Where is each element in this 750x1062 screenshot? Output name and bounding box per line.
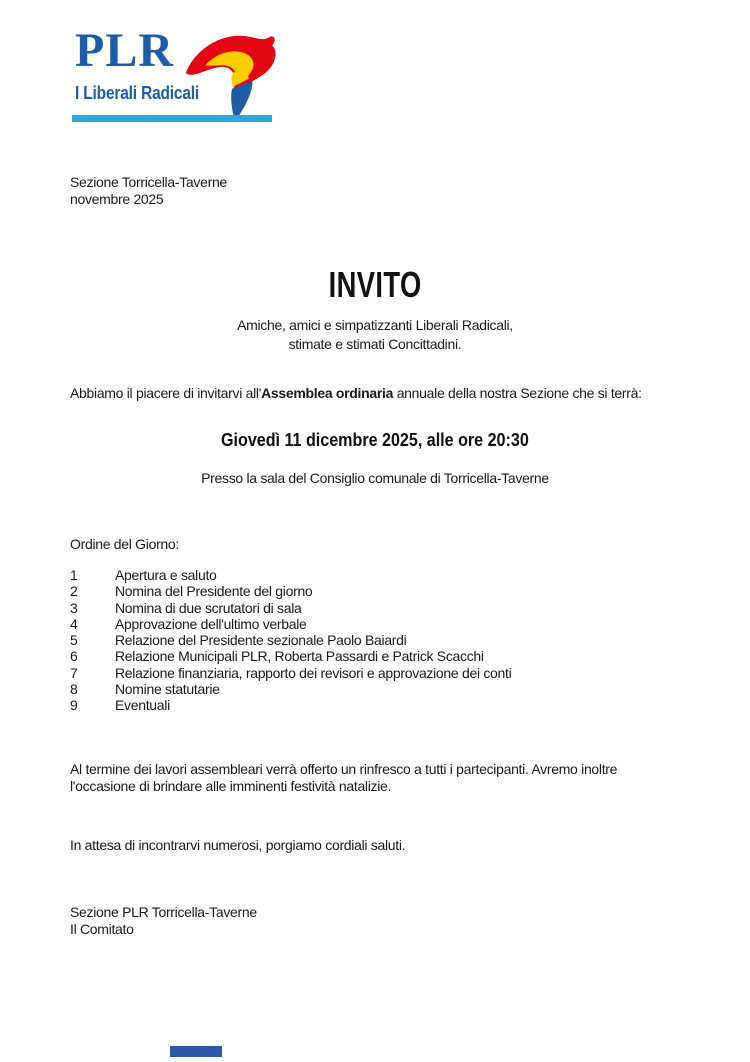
agenda-item (70, 567, 511, 583)
salutation (0, 316, 750, 354)
agenda-item-text: Eventuali (115, 697, 170, 714)
agenda-item-number: 9 (70, 697, 78, 714)
agenda-item-number: 1 (70, 567, 78, 583)
agenda-item (70, 665, 511, 681)
agenda-item-number: 7 (70, 664, 78, 681)
agenda-item (70, 697, 511, 713)
agenda-item (70, 583, 511, 599)
agenda-item-number: 6 (70, 648, 78, 665)
agenda-item-text: Nomine statutarie (115, 681, 220, 698)
agenda-item-text: Nomina del Presidente del giorno (115, 583, 313, 600)
agenda-item-text: Nomina di due scrutatori di sala (115, 599, 302, 616)
closing-paragraph-line-2: l'occasione di brindare alle imminenti festività natalizie. (70, 777, 392, 794)
agenda-list (70, 567, 511, 714)
agenda-item-number: 3 (70, 599, 78, 616)
agenda-item-number: 4 (70, 615, 78, 632)
agenda-item-text: Relazione del Presidente sezionale Paolo Baiardi (115, 632, 407, 649)
agenda-item (70, 616, 511, 632)
signature-section: Sezione PLR Torricella-Taverne (70, 904, 257, 920)
plr-logo (75, 24, 285, 126)
agenda-item-text: Approvazione dell'ultimo verbale (115, 615, 307, 632)
page-title: INVITO (328, 264, 422, 305)
agenda-heading: Ordine del Giorno: (70, 536, 179, 552)
regards-line: In attesa di incontrarvi numerosi, porgiamo cordiali saluti. (70, 837, 406, 853)
signature-block (70, 904, 257, 937)
logo-underline-bar (72, 115, 272, 122)
agenda-item (70, 681, 511, 697)
page-title-wrap (0, 264, 750, 306)
plr-logo-acronym: PLR (75, 24, 174, 77)
intro-before: Abbiamo il piacere di invitarvi all' (70, 385, 262, 401)
event-datetime-wrap (0, 429, 750, 451)
event-location: Presso la sala del Consiglio comunale di Torricella-Taverne (201, 470, 549, 486)
document-header (70, 174, 227, 208)
agenda-item-text: Apertura e saluto (115, 567, 217, 583)
agenda-item-text: Relazione finanziaria, rapporto dei revisori e approvazione dei conti (115, 664, 512, 681)
closing-paragraph-line-1: Al termine dei lavori assembleari verrà offerto un rinfresco a tutti i partecipanti. Avremo inoltre (70, 761, 618, 777)
agenda-item-number: 8 (70, 681, 78, 698)
closing-paragraph (70, 761, 617, 794)
footer-logo-mark (170, 1046, 222, 1057)
torch-flame-icon (183, 26, 278, 124)
agenda-item (70, 632, 511, 648)
agenda-item-number: 5 (70, 632, 78, 649)
agenda-item (70, 648, 511, 664)
section-name: Sezione Torricella-Taverne (70, 174, 227, 190)
signature-committee: Il Comitato (70, 920, 134, 937)
document-date: novembre 2025 (70, 191, 164, 207)
intro-bold: Assemblea ordinaria (261, 385, 394, 401)
salutation-line-1: Amiche, amici e simpatizzanti Liberali Radicali, (237, 317, 513, 333)
agenda-item (70, 600, 511, 616)
salutation-line-2: stimate e stimati Concittadini. (288, 336, 462, 352)
agenda-item-number: 2 (70, 583, 78, 600)
agenda-item-text: Relazione Municipali PLR, Roberta Passardi e Patrick Scacchi (115, 648, 484, 665)
plr-logo-tagline: I Liberali Radicali (75, 83, 200, 103)
intro-after: annuale della nostra Sezione che si terrà: (393, 385, 642, 401)
intro-sentence (70, 385, 642, 401)
event-datetime: Giovedì 11 dicembre 2025, alle ore 20:30 (221, 429, 529, 450)
